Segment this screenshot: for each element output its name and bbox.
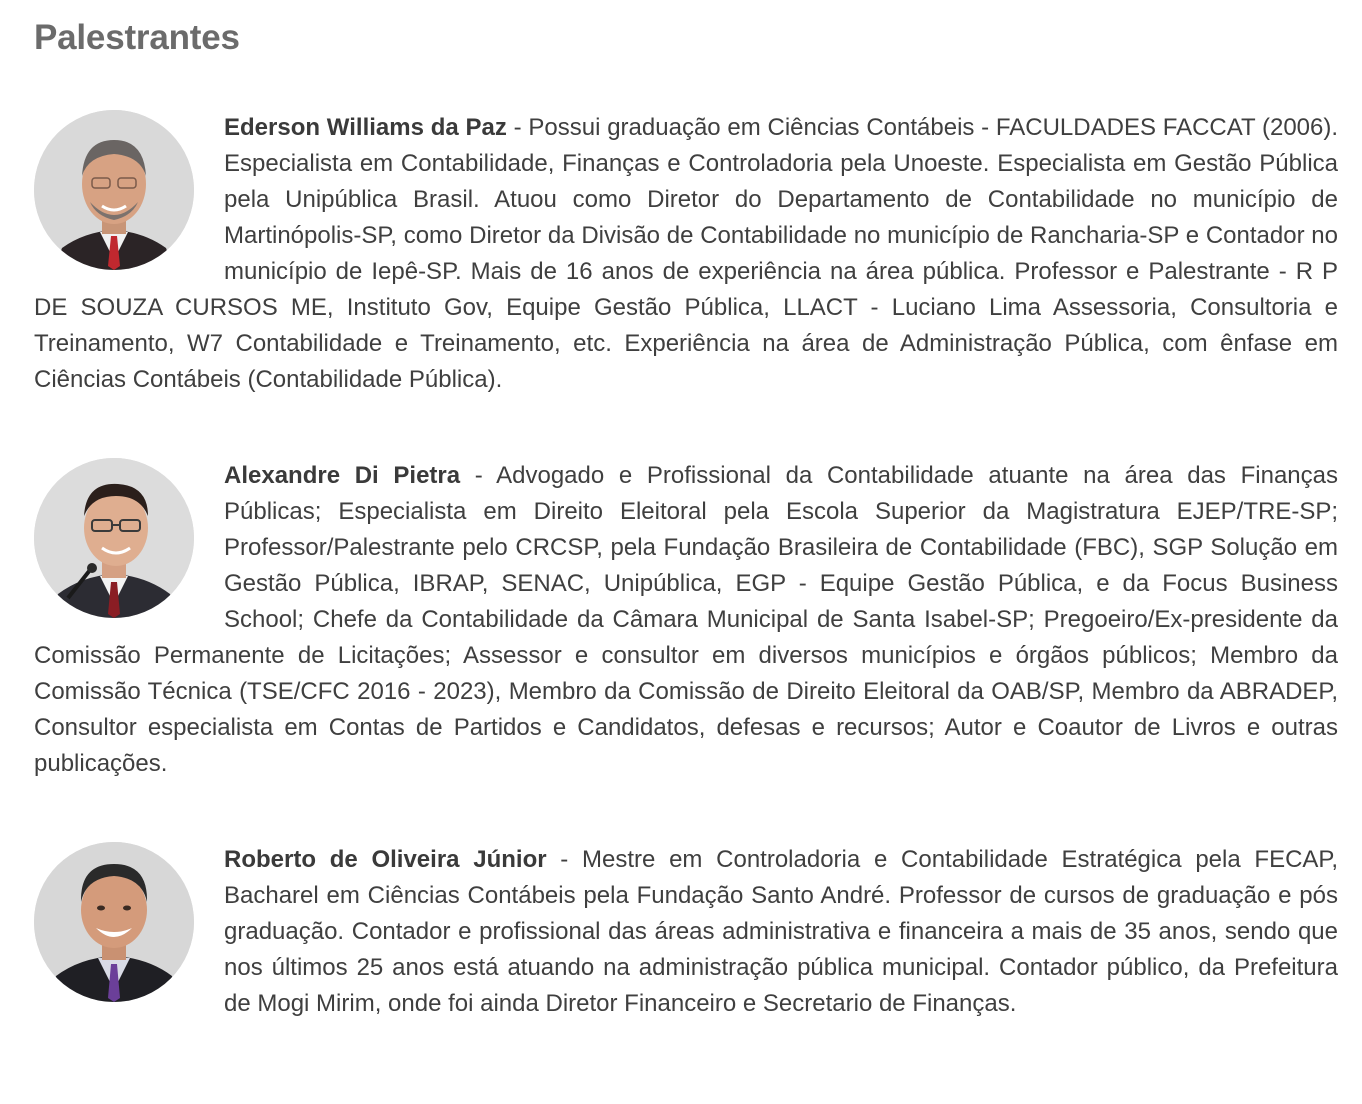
speaker-bio: [34, 110, 1338, 398]
speaker-card: [34, 842, 1338, 1022]
speaker-separator: -: [546, 846, 583, 873]
speaker-name: Alexandre Di Pietra: [224, 462, 461, 489]
speaker-bio: [34, 842, 1338, 1022]
speaker-bio-text: Mestre em Controladoria e Contabilidade Estratégica pela FECAP, Bacharel em Ciências Contábeis pela Fundação Santo André. Professor de cursos de graduação e pós graduação. Contador e profissional das áreas administrativa e financeira a mais de 35 anos, sendo que nos últimos 25 anos está atuando na administração pública municipal. Contador público, da Prefeitura de Mogi Mirim, onde foi ainda Diretor Financeiro e Secretario de Finanças.: [224, 846, 1339, 1017]
speaker-bio-text: Advogado e Profissional da Contabilidade atuante na área das Finanças Públicas; Especialista em Direito Eleitoral pela Escola Superior da Magistratura EJEP/TRE-SP; Professor/Palestrante pelo CRCSP, pela Fundação Brasileira de Contabilidade (FBC), SGP Solução em Gestão Pública, IBRAP, SENAC, Unipública, EGP - Equipe Gestão Pública, e da Focus Business School; Chefe da Contabilidade da Câmara Municipal de Santa Isabel-SP; Pregoeiro/Ex-presidente da Comissão Permanente de Licitações; Assessor e consultor em diversos municípios e órgãos públicos; Membro da Comissão Técnica (TSE/CFC 2016 - 2023), Membro da Comissão de Direito Eleitoral da OAB/SP, Membro da ABRADEP, Consultor especialista em Contas de Partidos e Candidatos, defesas e recursos; Autor e Coautor de Livros e outras publicações.: [34, 462, 1338, 777]
speaker-name: Roberto de Oliveira Júnior: [224, 846, 547, 873]
speaker-bio: [34, 458, 1338, 782]
speaker-photo: [34, 458, 194, 618]
speaker-card: [34, 110, 1338, 398]
page-title: Palestrantes: [34, 18, 240, 57]
speaker-bio-text: Possui graduação em Ciências Contábeis - FACULDADES FACCAT (2006). Especialista em Contabilidade, Finanças e Controladoria pela Unoeste. Especialista em Gestão Pública pela Unipública Brasil. Atuou como Diretor do Departamento de Contabilidade no município de Martinópolis-SP, como Diretor da Divisão de Contabilidade no município de Rancharia-SP e Contador no município de Iepê-SP. Mais de 16 anos de experiência na área pública. Professor e Palestrante - R P DE SOUZA CURSOS ME, Instituto Gov, Equipe Gestão Pública, LLACT - Luciano Lima Assessoria, Consultoria e Treinamento, W7 Contabilidade e Treinamento, etc. Experiência na área de Administração Pública, com ênfase em Ciências Contábeis (Contabilidade Pública).: [34, 114, 1339, 393]
speaker-separator: -: [506, 114, 529, 141]
speaker-name: Ederson Williams da Paz: [224, 114, 507, 141]
speaker-card: [34, 458, 1338, 782]
speaker-photo: [34, 110, 194, 270]
speaker-photo: [34, 842, 194, 1002]
speaker-separator: -: [460, 462, 497, 489]
